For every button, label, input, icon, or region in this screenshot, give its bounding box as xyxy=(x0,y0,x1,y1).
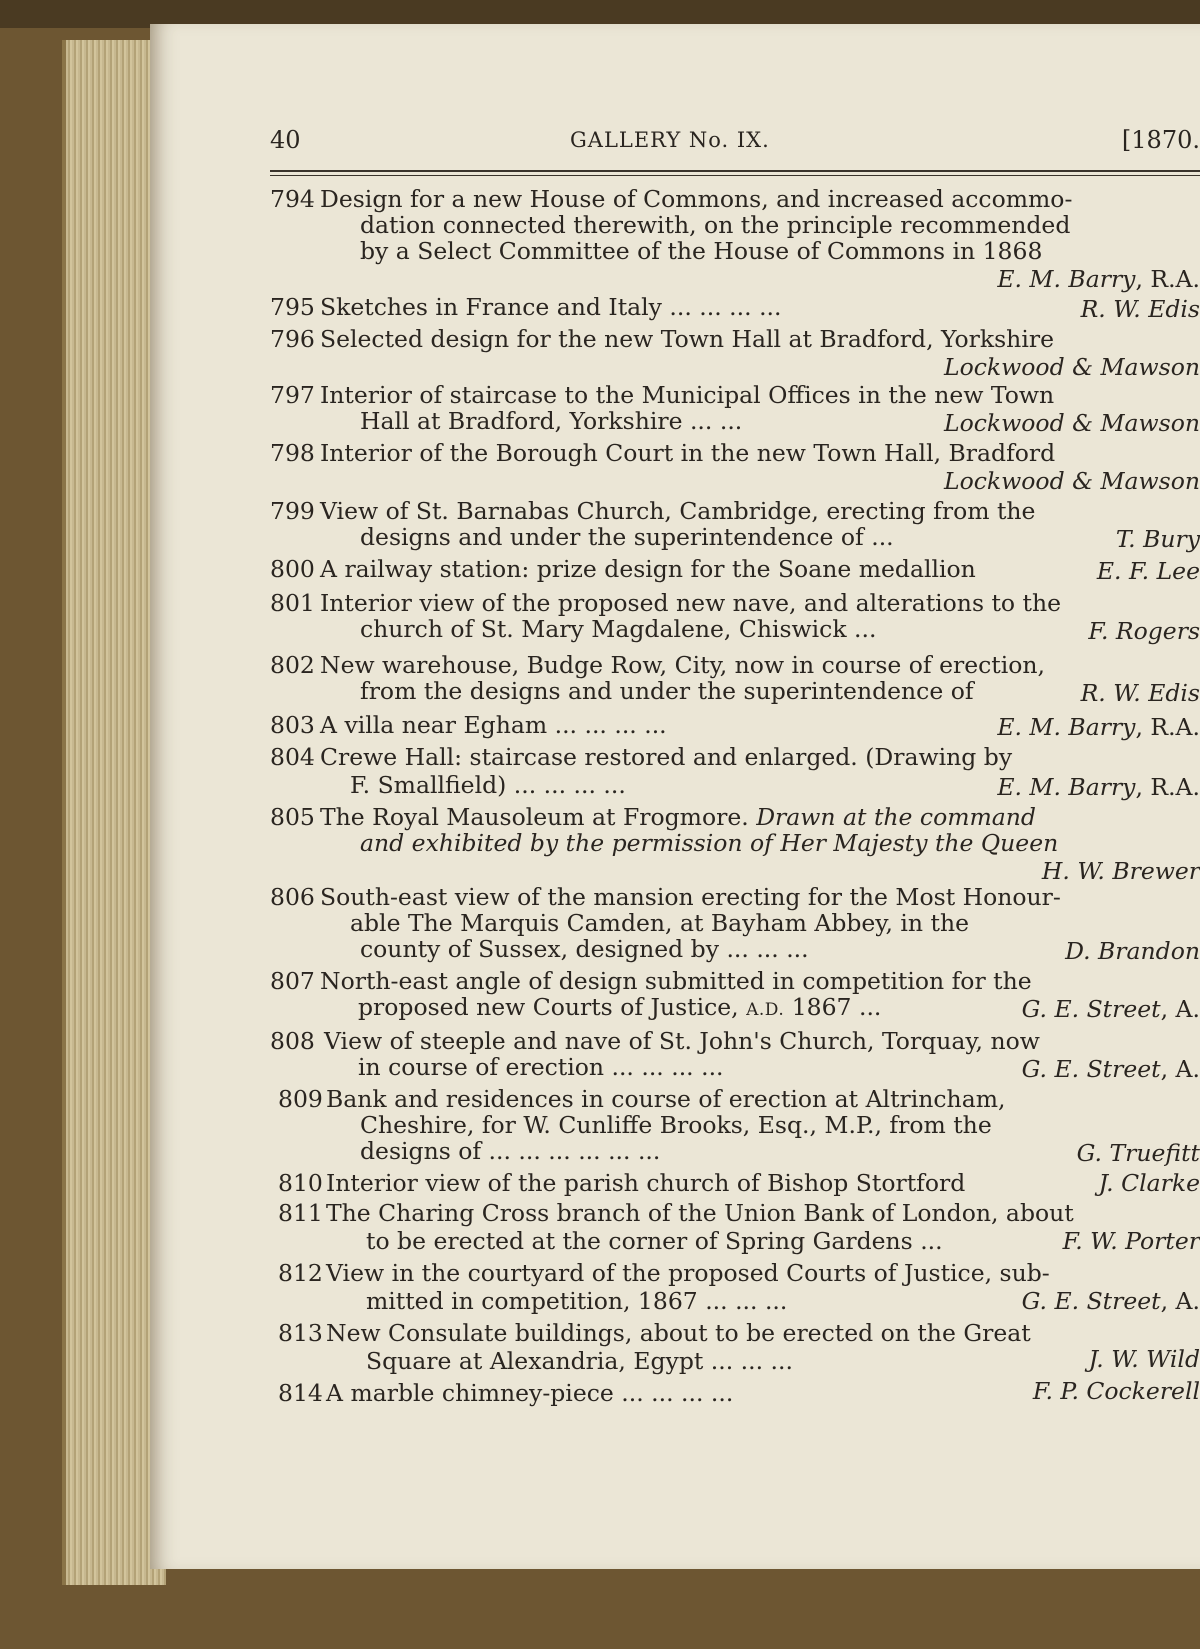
entry-text: county of Sussex, designed by ... ... ... xyxy=(360,935,809,963)
author-suffix: , A. xyxy=(1160,1287,1200,1315)
entry-text: by a Select Committee of the House of Commons in 1868 xyxy=(360,237,1043,265)
entry-text: Hall at Bradford, Yorkshire ... ... xyxy=(360,407,743,435)
entry-number: 803 xyxy=(270,711,315,739)
entry-author: Lockwood & Mawson xyxy=(944,353,1200,381)
entry-number: 807 xyxy=(270,967,315,995)
entry-number: 795 xyxy=(270,293,315,321)
entry-text: Crewe Hall: staircase restored and enlarged. (Drawing by xyxy=(320,743,1013,771)
entry-text: Design for a new House of Commons, and increased accommo- xyxy=(320,185,1073,213)
entry-number: 805 xyxy=(270,803,315,831)
entry-text: Cheshire, for W. Cunliffe Brooks, Esq., M.P., from the xyxy=(360,1111,992,1139)
entry-number: 801 xyxy=(270,589,315,617)
entry-text: in course of erection ... ... ... ... xyxy=(358,1053,724,1081)
entry-italic-text: Drawn at the command xyxy=(756,803,1036,831)
entry-text: View in the courtyard of the proposed Courts of Justice, sub- xyxy=(326,1259,1050,1287)
entry-number: 809 xyxy=(278,1085,323,1113)
entry-author: J. W. Wild xyxy=(1088,1345,1200,1373)
page-header xyxy=(270,106,1200,154)
entry-text: New warehouse, Budge Row, City, now in course of erection, xyxy=(320,651,1046,679)
entry-text: Selected design for the new Town Hall at Bradford, Yorkshire xyxy=(320,325,1054,353)
running-title: GALLERY No. IX. xyxy=(570,128,770,152)
entry-text: Square at Alexandria, Egypt ... ... ... xyxy=(366,1347,793,1375)
entry-author: E. F. Lee xyxy=(1096,557,1200,585)
entry-number: 813 xyxy=(278,1319,323,1347)
entry-text: View of steeple and nave of St. John's Church, Torquay, now xyxy=(324,1027,1040,1055)
entry-author: R. W. Edis xyxy=(1080,295,1200,323)
entry-number: 808 xyxy=(270,1027,315,1055)
entry-author: G. E. Street xyxy=(1021,995,1161,1023)
entry-author: Lockwood & Mawson xyxy=(944,409,1200,437)
entry-text: A villa near Egham ... ... ... ... xyxy=(320,711,667,739)
entry-text: Interior of staircase to the Municipal Offices in the new Town xyxy=(320,381,1055,409)
entry-author: Lockwood & Mawson xyxy=(944,467,1200,495)
entry-number: 812 xyxy=(278,1259,323,1287)
entry-author: T. Bury xyxy=(1115,525,1200,553)
book-page xyxy=(150,24,1200,1569)
entry-author: E. M. Barry xyxy=(997,713,1136,741)
entry-text: from the designs and under the superintendence of xyxy=(360,677,974,705)
entry-author: D. Brandon xyxy=(1065,937,1200,965)
entry-number: 797 xyxy=(270,381,315,409)
entry-author: R. W. Edis xyxy=(1080,679,1200,707)
entry-author: G. E. Street xyxy=(1021,1055,1161,1083)
entry-text: mitted in competition, 1867 ... ... ... xyxy=(366,1287,788,1315)
entry-text: designs and under the superintendence of ... xyxy=(360,523,894,551)
year-label: [1870. xyxy=(1121,126,1200,154)
entry-author: J. Clarke xyxy=(1098,1169,1200,1197)
entry-text: The Royal Mausoleum at Frogmore. xyxy=(320,803,749,831)
entry-number: 794 xyxy=(270,185,315,213)
era-abbreviation: A.D. xyxy=(746,1000,785,1020)
header-rule-thin xyxy=(270,175,1200,176)
author-suffix: , R.A. xyxy=(1135,713,1200,741)
entry-text: proposed new Courts of Justice, xyxy=(358,993,739,1021)
entry-number: 799 xyxy=(270,497,315,525)
entry-text: able The Marquis Camden, at Bayham Abbey, in the xyxy=(350,909,970,937)
entry-text: View of St. Barnabas Church, Cambridge, erecting from the xyxy=(320,497,1036,525)
entry-text: dation connected therewith, on the principle recommended xyxy=(360,211,1071,239)
entry-text: A marble chimney-piece ... ... ... ... xyxy=(326,1379,734,1407)
entry-text: North-east angle of design submitted in competition for the xyxy=(320,967,1032,995)
entry-text: and exhibited by the permission of Her Majesty the Queen xyxy=(360,829,1059,857)
entry-text: Interior view of the proposed new nave, and alterations to the xyxy=(320,589,1062,617)
entry-text: Interior view of the parish church of Bishop Stortford xyxy=(326,1169,966,1197)
author-suffix: , A. xyxy=(1160,995,1200,1023)
entry-text: church of St. Mary Magdalene, Chiswick ... xyxy=(360,615,877,643)
entry-author: F. Rogers xyxy=(1088,617,1200,645)
entry-author: F. W. Porter xyxy=(1062,1227,1200,1255)
entry-author: G. Truefitt xyxy=(1076,1139,1200,1167)
entry-number: 802 xyxy=(270,651,315,679)
entry-number: 796 xyxy=(270,325,315,353)
entry-text: Bank and residences in course of erection at Altrincham, xyxy=(326,1085,1006,1113)
entry-author: H. W. Brewer xyxy=(1041,857,1200,885)
entry-number: 806 xyxy=(270,883,315,911)
entry-text: to be erected at the corner of Spring Gardens ... xyxy=(366,1227,943,1255)
entry-text: A railway station: prize design for the Soane medallion xyxy=(320,555,976,583)
entry-text: New Consulate buildings, about to be erected on the Great xyxy=(326,1319,1031,1347)
page-number: 40 xyxy=(270,126,301,154)
entry-text: Sketches in France and Italy ... ... ... ... xyxy=(320,293,782,321)
entry-author: G. E. Street xyxy=(1021,1287,1161,1315)
author-suffix: , R.A. xyxy=(1135,265,1200,293)
entry-number: 800 xyxy=(270,555,315,583)
entry-text: F. Smallfield) ... ... ... ... xyxy=(350,771,626,799)
entry-number: 798 xyxy=(270,439,315,467)
entry-number: 811 xyxy=(278,1199,323,1227)
author-suffix: , A. xyxy=(1160,1055,1200,1083)
header-rule xyxy=(270,170,1200,172)
entry-text: designs of ... ... ... ... ... ... xyxy=(360,1137,661,1165)
entry-number: 804 xyxy=(270,743,315,771)
entry-author: E. M. Barry xyxy=(997,773,1136,801)
author-suffix: , R.A. xyxy=(1135,773,1200,801)
entry-text: South-east view of the mansion erecting for the Most Honour- xyxy=(320,883,1061,911)
entry-author: F. P. Cockerell xyxy=(1032,1377,1200,1405)
entry-text: Interior of the Borough Court in the new Town Hall, Bradford xyxy=(320,439,1056,467)
entry-text: The Charing Cross branch of the Union Bank of London, about xyxy=(326,1199,1074,1227)
entry-number: 810 xyxy=(278,1169,323,1197)
entry-text: 1867 ... xyxy=(791,993,882,1021)
entry-number: 814 xyxy=(278,1379,323,1407)
entry-author: E. M. Barry xyxy=(997,265,1136,293)
